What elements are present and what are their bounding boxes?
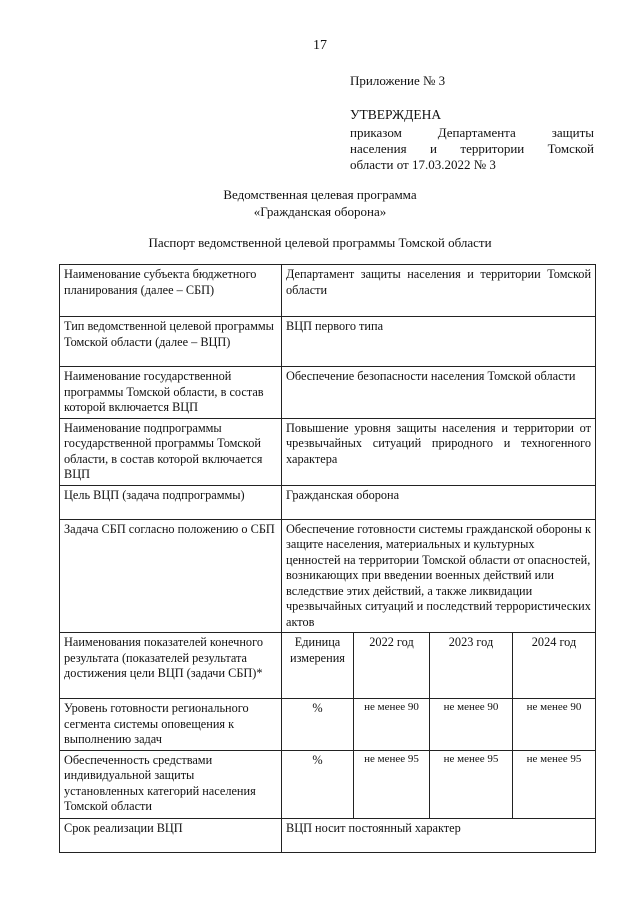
year-2022-header: 2022 год — [354, 633, 430, 699]
term-row — [60, 818, 596, 852]
row-label: Наименование субъекта бюджетного планирования (далее – СБП) — [60, 265, 282, 317]
row-value: Обеспечение безопасности населения Томской области — [282, 367, 596, 419]
row-label: Цель ВЦП (задача подпрограммы) — [60, 485, 282, 519]
indicator-2022: не менее 90 — [354, 699, 430, 751]
indicator-2024: не менее 95 — [513, 750, 596, 818]
program-title — [0, 186, 640, 220]
row-value: Гражданская оборона — [282, 485, 596, 519]
indicator-2023: не менее 95 — [430, 750, 513, 818]
row-value: ВЦП первого типа — [282, 317, 596, 367]
indicator-unit: % — [282, 750, 354, 818]
approved-title: УТВЕРЖДЕНА — [350, 107, 442, 122]
row-value: Обеспечение готовности системы гражданской обороны к защите населения, материальных и культурных ценностей на территории Томской области от опасностей, возникающих при введении военных действий или вследствие этих действий, а также ликвидации чрезвычайных ситуаций и последствий террористических актов — [282, 519, 596, 633]
indicators-header-label: Наименования показателей конечного результата (показателей результата достижения цели ВЦП (задачи СБП)* — [60, 633, 282, 699]
table-row — [60, 317, 596, 367]
table-row — [60, 485, 596, 519]
indicator-label: Уровень готовности регионального сегмента системы оповещения к выполнению задач — [60, 699, 282, 751]
approved-line-2: населения и территории Томской — [350, 141, 594, 156]
term-value: ВЦП носит постоянный характер — [282, 818, 596, 852]
approved-line-1: приказом Департамента защиты — [350, 125, 594, 140]
indicator-unit: % — [282, 699, 354, 751]
approved-line-3: области от 17.03.2022 № 3 — [350, 157, 496, 172]
indicator-2024: не менее 90 — [513, 699, 596, 751]
indicator-row — [60, 750, 596, 818]
year-2023-header: 2023 год — [430, 633, 513, 699]
row-label: Наименование государственной программы Томской области, в состав которой включается ВЦП — [60, 367, 282, 419]
term-label: Срок реализации ВЦП — [60, 818, 282, 852]
row-label: Тип ведомственной целевой программы Томской области (далее – ВЦП) — [60, 317, 282, 367]
passport-table — [59, 264, 596, 853]
row-label: Наименование подпрограммы государственной программы Томской области, в состав которой включается ВЦП — [60, 418, 282, 485]
unit-header: Единица измерения — [282, 633, 354, 699]
indicator-2022: не менее 95 — [354, 750, 430, 818]
program-title-line-2: «Гражданская оборона» — [253, 204, 387, 219]
row-label: Задача СБП согласно положению о СБП — [60, 519, 282, 633]
approval-block — [350, 107, 594, 173]
table-row — [60, 367, 596, 419]
indicator-2023: не менее 90 — [430, 699, 513, 751]
appendix-label: Приложение № 3 — [350, 73, 446, 88]
row-value: Департамент защиты населения и территории Томской области — [282, 265, 596, 317]
table-row — [60, 519, 596, 633]
year-2024-header: 2024 год — [513, 633, 596, 699]
indicator-row — [60, 699, 596, 751]
row-value: Повышение уровня защиты населения и территории от чрезвычайных ситуаций природного и техногенного характера — [282, 418, 596, 485]
indicator-label: Обеспеченность средствами индивидуальной защиты установленных категорий населения Томской области — [60, 750, 282, 818]
passport-title: Паспорт ведомственной целевой программы Томской области — [148, 235, 492, 250]
indicators-header-row — [60, 633, 596, 699]
table-row — [60, 265, 596, 317]
page-number: 17 — [313, 38, 327, 53]
table-row — [60, 418, 596, 485]
program-title-line-1: Ведомственная целевая программа — [223, 187, 417, 202]
